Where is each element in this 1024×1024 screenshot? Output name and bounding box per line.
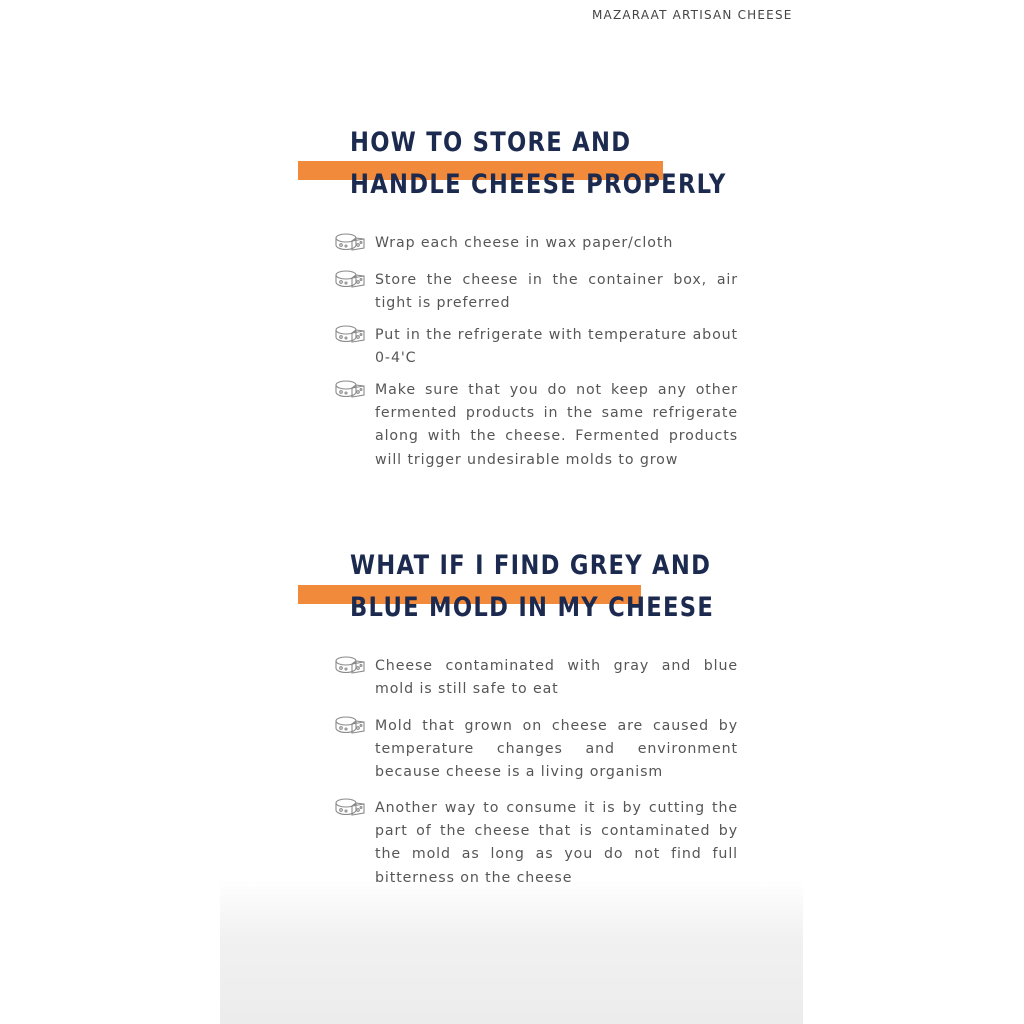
list-item-text: Wrap each cheese in wax paper/cloth bbox=[375, 235, 674, 251]
list-item bbox=[334, 797, 738, 890]
list-item-text: Put in the refrigerate with temperature about 0-4'C bbox=[375, 327, 738, 367]
heading-line-2: HANDLE CHEESE PROPERLY bbox=[350, 169, 727, 200]
list-item bbox=[334, 324, 738, 370]
heading-line-1: WHAT IF I FIND GREY AND bbox=[350, 550, 712, 581]
section-heading bbox=[298, 548, 758, 638]
list-item-text: Mold that grown on cheese are caused by temperature changes and environment because cheese is a living organism bbox=[375, 718, 738, 781]
list-item-text: Another way to consume it is by cutting the part of the cheese that is contaminated by the mold as long as you do not find full bitterness on the cheese bbox=[375, 800, 738, 886]
cheese-wheel-icon bbox=[334, 230, 366, 254]
section-mold bbox=[298, 548, 758, 886]
cheese-wheel-icon bbox=[334, 267, 366, 291]
list-item bbox=[334, 232, 738, 255]
section-heading bbox=[298, 125, 758, 215]
list-item bbox=[334, 715, 738, 785]
cheese-wheel-icon bbox=[334, 653, 366, 677]
list-item bbox=[334, 269, 738, 315]
list-item-text: Store the cheese in the container box, air tight is preferred bbox=[375, 272, 738, 312]
cheese-wheel-icon bbox=[334, 322, 366, 346]
list-item-text: Cheese contaminated with gray and blue mold is still safe to eat bbox=[375, 658, 738, 698]
list-item bbox=[334, 379, 738, 472]
list-item bbox=[334, 655, 738, 701]
brand-name: MAZARAAT ARTISAN CHEESE bbox=[592, 8, 793, 22]
cheese-wheel-icon bbox=[334, 795, 366, 819]
list-item-text: Make sure that you do not keep any other fermented products in the same refrigerate along with the cheese. Fermented products will trigger undesirable molds to grow bbox=[375, 382, 738, 468]
cheese-wheel-icon bbox=[334, 713, 366, 737]
heading-line-2: BLUE MOLD IN MY CHEESE bbox=[350, 592, 715, 623]
heading-line-1: HOW TO STORE AND bbox=[350, 127, 632, 158]
cheese-wheel-icon bbox=[334, 377, 366, 401]
bottom-fade-panel bbox=[220, 880, 803, 1024]
section-storage bbox=[298, 125, 758, 468]
